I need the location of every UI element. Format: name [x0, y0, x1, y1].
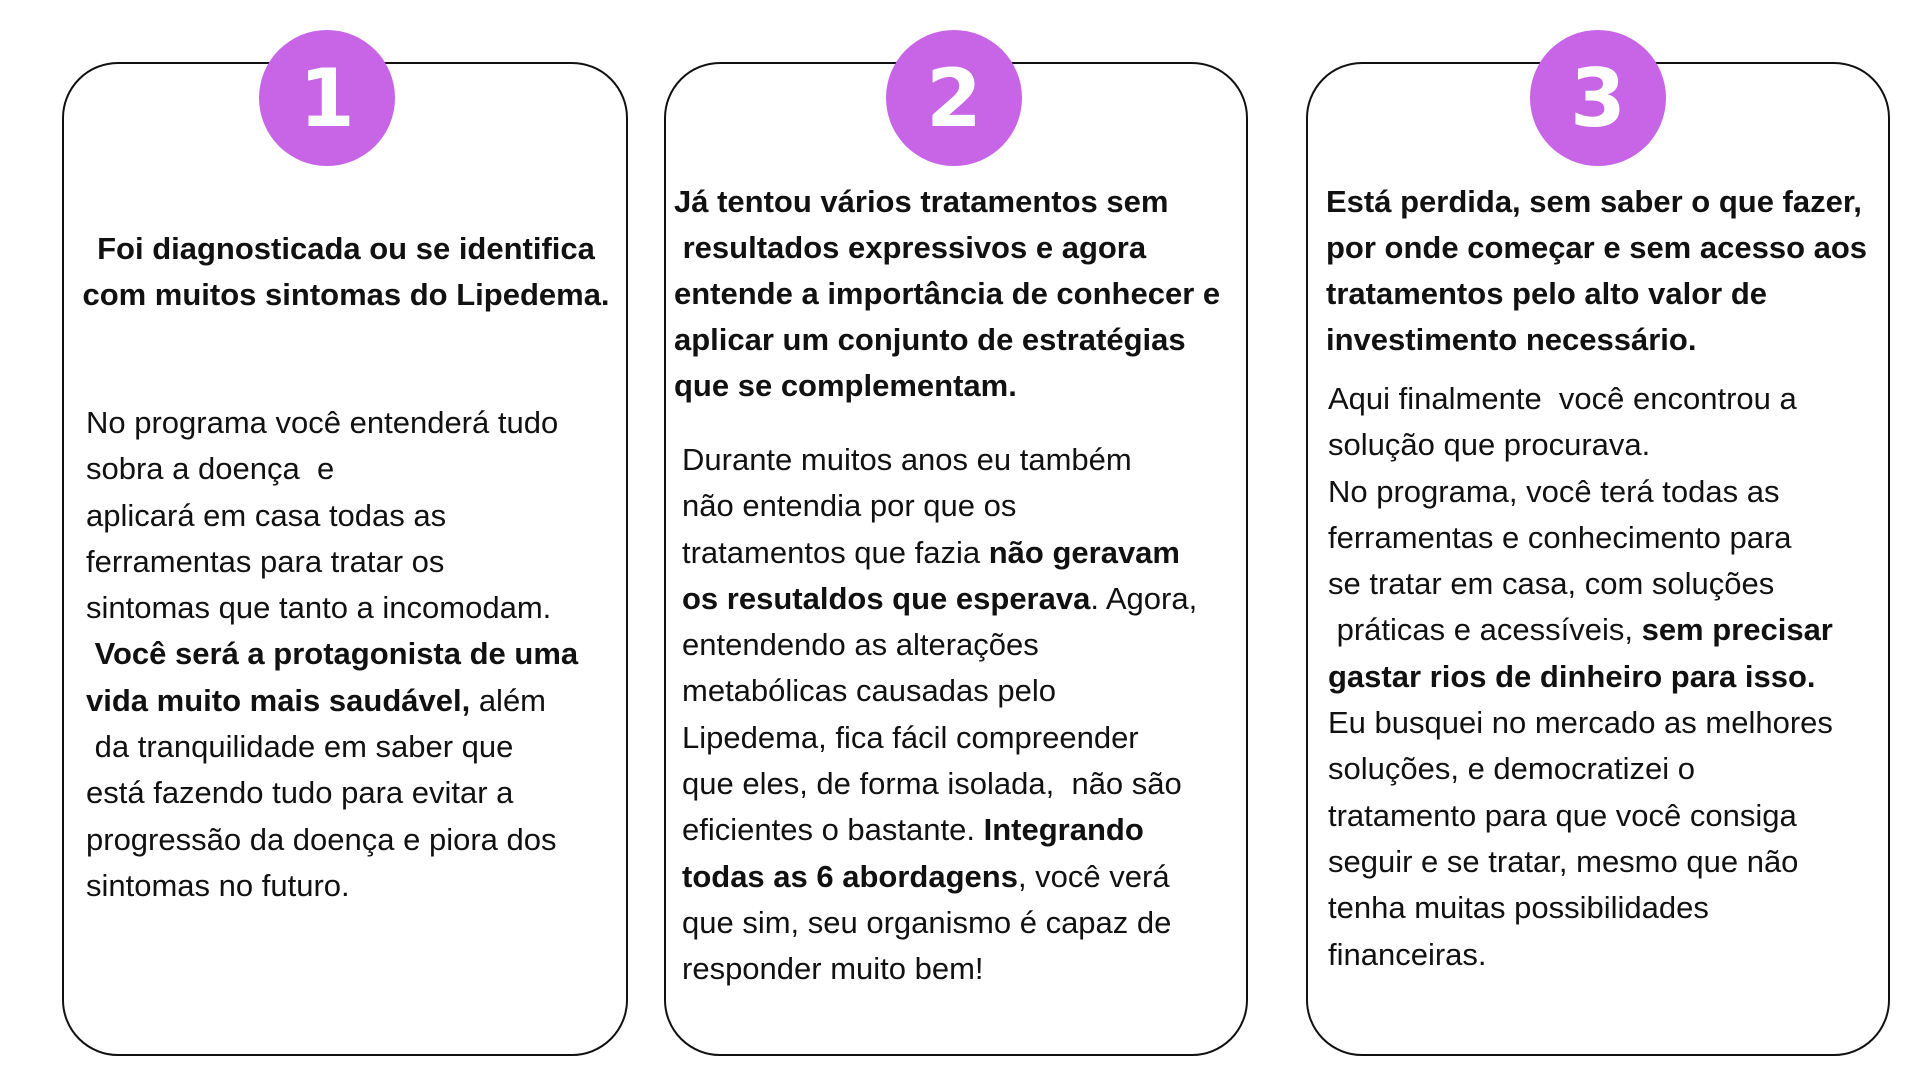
body-text-segment: seguir e se tratar, mesmo que não — [1328, 843, 1799, 879]
card-1-heading-line: com muitos sintomas do Lipedema. — [82, 277, 610, 312]
body-text-segment: além — [470, 682, 547, 718]
body-text-segment: , você verá — [1017, 858, 1170, 894]
card-2-heading-line: Já tentou vários tratamentos sem — [674, 184, 1169, 219]
body-text-line — [86, 863, 578, 909]
card-1-heading-line: Foi diagnosticada ou se identifica — [97, 231, 595, 266]
body-text-line — [86, 400, 578, 446]
card-3-heading-line: tratamentos pelo alto valor de — [1326, 276, 1767, 311]
body-text-bold-segment: Você será a protagonista de uma — [86, 636, 579, 672]
body-text-segment: Lipedema, fica fácil compreender — [682, 719, 1139, 755]
card-1-heading — [72, 226, 620, 318]
body-text-line — [1328, 654, 1833, 700]
body-text-line — [1328, 469, 1833, 515]
body-text-line — [682, 530, 1197, 576]
body-text-segment: tratamento para que você consiga — [1328, 797, 1797, 833]
card-3-heading — [1326, 179, 1867, 363]
body-text-line — [682, 854, 1197, 900]
body-text-line — [682, 715, 1197, 761]
body-text-segment: sobra a doença e — [86, 451, 335, 487]
card-3-heading-line: investimento necessário. — [1326, 322, 1697, 357]
body-text-segment: se tratar em casa, com soluções — [1328, 566, 1775, 602]
body-text-segment: da tranquilidade em saber que — [86, 729, 514, 765]
card-2-heading-line: que se complementam. — [674, 368, 1017, 403]
card-2-body — [682, 437, 1197, 993]
body-text-line — [86, 724, 578, 770]
step-number-badge-1: 1 — [259, 30, 395, 166]
body-text-segment: soluções, e democratizei o — [1328, 751, 1696, 787]
body-text-segment: ferramentas para tratar os — [86, 543, 445, 579]
body-text-line — [682, 807, 1197, 853]
body-text-segment: que eles, de forma isolada, não são — [682, 766, 1182, 802]
body-text-segment: financeiras. — [1328, 936, 1487, 972]
body-text-line — [1328, 932, 1833, 978]
body-text-bold-segment: Integrando — [983, 812, 1144, 848]
body-text-bold-segment: gastar rios de dinheiro para isso. — [1328, 658, 1816, 694]
body-text-bold-segment: todas as 6 abordagens — [682, 858, 1018, 894]
body-text-segment: ferramentas e conhecimento para — [1328, 519, 1792, 555]
body-text-line — [1328, 793, 1833, 839]
card-3-heading-line: por onde começar e sem acesso aos — [1326, 230, 1868, 265]
card-2-heading-line: resultados expressivos e agora — [674, 230, 1147, 265]
body-text-line — [86, 631, 578, 677]
card-3-body — [1328, 376, 1833, 978]
body-text-line — [86, 678, 578, 724]
body-text-line — [86, 770, 578, 816]
body-text-line — [1328, 746, 1833, 792]
card-2-heading — [674, 179, 1220, 409]
card-2-heading-line: entende a importância de conhecer e — [674, 276, 1221, 311]
body-text-line — [682, 946, 1197, 992]
body-text-line — [1328, 561, 1833, 607]
body-text-segment: está fazendo tudo para evitar a — [86, 775, 514, 811]
body-text-line — [682, 437, 1197, 483]
body-text-line — [86, 446, 578, 492]
body-text-line — [1328, 607, 1833, 653]
body-text-segment: que sim, seu organismo é capaz de — [682, 904, 1172, 940]
body-text-bold-segment: vida muito mais saudável, — [86, 682, 471, 718]
body-text-line — [1328, 376, 1833, 422]
body-text-segment: No programa, você terá todas as — [1328, 473, 1780, 509]
body-text-segment: Durante muitos anos eu também — [682, 442, 1132, 477]
body-text-segment: entendendo as alterações — [682, 627, 1039, 663]
step-number-badge-3: 3 — [1530, 30, 1666, 166]
body-text-segment: tenha muitas possibilidades — [1328, 890, 1709, 926]
body-text-bold-segment: não geravam — [988, 534, 1180, 570]
body-text-line — [682, 900, 1197, 946]
body-text-segment: tratamentos que fazia — [682, 534, 989, 570]
body-text-line — [86, 585, 578, 631]
body-text-segment: metabólicas causadas pelo — [682, 673, 1056, 709]
body-text-line — [1328, 885, 1833, 931]
body-text-segment: práticas e acessíveis, — [1328, 612, 1642, 648]
body-text-line — [86, 817, 578, 863]
body-text-segment: sintomas que tanto a incomodam. — [86, 590, 552, 626]
body-text-line — [682, 576, 1197, 622]
body-text-line — [682, 483, 1197, 529]
body-text-line — [1328, 700, 1833, 746]
body-text-line — [86, 539, 578, 585]
body-text-segment: . Agora, — [1090, 580, 1198, 616]
body-text-segment: eficientes o bastante. — [682, 812, 984, 848]
body-text-segment: aplicará em casa todas as — [86, 497, 447, 533]
body-text-segment: não entendia por que os — [682, 488, 1017, 524]
step-number-badge-2: 2 — [886, 30, 1022, 166]
body-text-bold-segment: sem precisar — [1641, 612, 1833, 648]
card-3-heading-line: Está perdida, sem saber o que fazer, — [1326, 184, 1862, 219]
body-text-segment: solução que procurava. — [1328, 427, 1651, 463]
card-2-heading-line: aplicar um conjunto de estratégias — [674, 322, 1186, 357]
body-text-segment: No programa você entenderá tudo — [86, 405, 559, 440]
body-text-line — [1328, 839, 1833, 885]
body-text-line — [86, 493, 578, 539]
body-text-segment: Aqui finalmente você encontrou a — [1328, 381, 1797, 416]
body-text-line — [1328, 515, 1833, 561]
card-1-body — [86, 400, 578, 909]
body-text-line — [682, 668, 1197, 714]
body-text-segment: sintomas no futuro. — [86, 867, 350, 903]
body-text-segment: progressão da doença e piora dos — [86, 821, 557, 857]
body-text-segment: responder muito bem! — [682, 951, 984, 987]
body-text-segment: Eu busquei no mercado as melhores — [1328, 705, 1833, 741]
body-text-line — [682, 761, 1197, 807]
body-text-bold-segment: os resutaldos que esperava — [682, 580, 1091, 616]
body-text-line — [1328, 422, 1833, 468]
body-text-line — [682, 622, 1197, 668]
